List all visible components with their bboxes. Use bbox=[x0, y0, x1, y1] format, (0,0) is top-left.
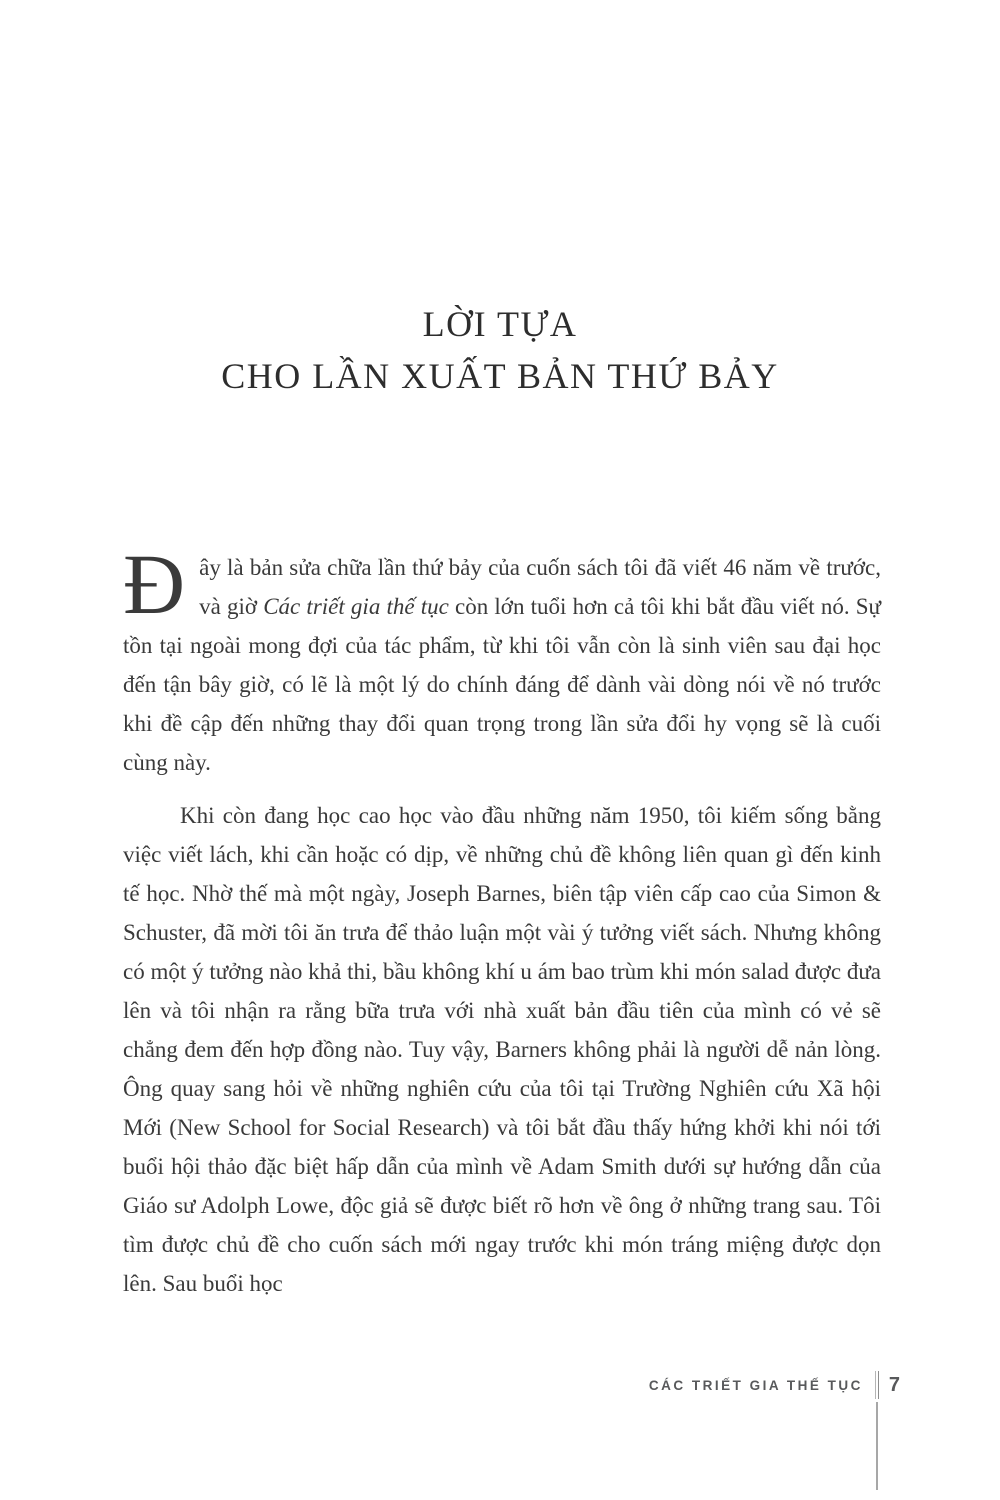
paragraph-2-text: Khi còn đang học cao học vào đầu những năm 1950, tôi kiếm sống bằng việc viết lách, khi cần hoặc có dịp, về những chủ đề không liên quan gì đến kinh tế học. Nhờ thế mà một ngày, Joseph Barnes, biên tập viên cấp cao của Simon & Schuster, đã mời tôi ăn trưa để thảo luận một vài ý tưởng viết sách. Nhưng không có một ý tưởng nào khả thi, bầu không khí u ám bao trùm khi món salad được đưa lên và tôi nhận ra rằng bữa trưa với nhà xuất bản đầu tiên của mình có vẻ sẽ chẳng đem đến hợp đồng nào. Tuy vậy, Barners không phải là người dễ nản lòng. Ông quay sang hỏi về những nghiên cứu của tôi tại Trường Nghiên cứu Xã hội Mới (New School for Social Research) và tôi bắt đầu thấy hứng khởi khi nói tới buổi hội thảo đặc biệt hấp dẫn của mình về Adam Smith dưới sự hướng dẫn của Giáo sư Adolph Lowe, độc giả sẽ được biết rõ hơn về ông ở những trang sau. Tôi tìm được chủ đề cho cuốn sách mới ngay trước khi món tráng miệng được dọn lên. Sau buổi học bbox=[123, 803, 881, 1296]
page-number: 7 bbox=[888, 1373, 900, 1396]
page-footer bbox=[649, 1368, 900, 1402]
paragraph-1 bbox=[123, 536, 882, 782]
dropcap: Đ bbox=[123, 536, 186, 632]
paragraph-1-text-start: ây là bản sửa chữa lần thứ bảy của cuốn sách tôi đã viết 46 năm về trước, và giờ bbox=[199, 555, 881, 619]
book-title-italic: Các triết gia thế tục bbox=[263, 594, 449, 619]
chapter-title bbox=[0, 298, 1000, 402]
paragraph-2 bbox=[123, 796, 881, 1303]
chapter-title-line2: CHO LẦN XUẤT BẢN THỨ BẢY bbox=[221, 356, 779, 396]
paragraph-1-text-end: còn lớn tuổi hơn cả tôi khi bắt đầu viết nó. Sự tồn tại ngoài mong đợi của tác phẩm, từ khi tôi vẫn còn là sinh viên sau đại học đến tận bây giờ, có lẽ là một lý do chính đáng để dành vài dòng nói về nó trước khi đề cập đến những thay đổi quan trọng trong lần sửa đổi hy vọng sẽ là cuối cùng này. bbox=[123, 594, 882, 775]
chapter-title-line1: LỜI TỰA bbox=[422, 304, 578, 344]
footer-vertical-rule bbox=[876, 1402, 878, 1490]
body-text bbox=[123, 536, 882, 1303]
footer-divider bbox=[875, 1371, 879, 1399]
running-title: CÁC TRIẾT GIA THẾ TỤC bbox=[648, 1377, 863, 1393]
